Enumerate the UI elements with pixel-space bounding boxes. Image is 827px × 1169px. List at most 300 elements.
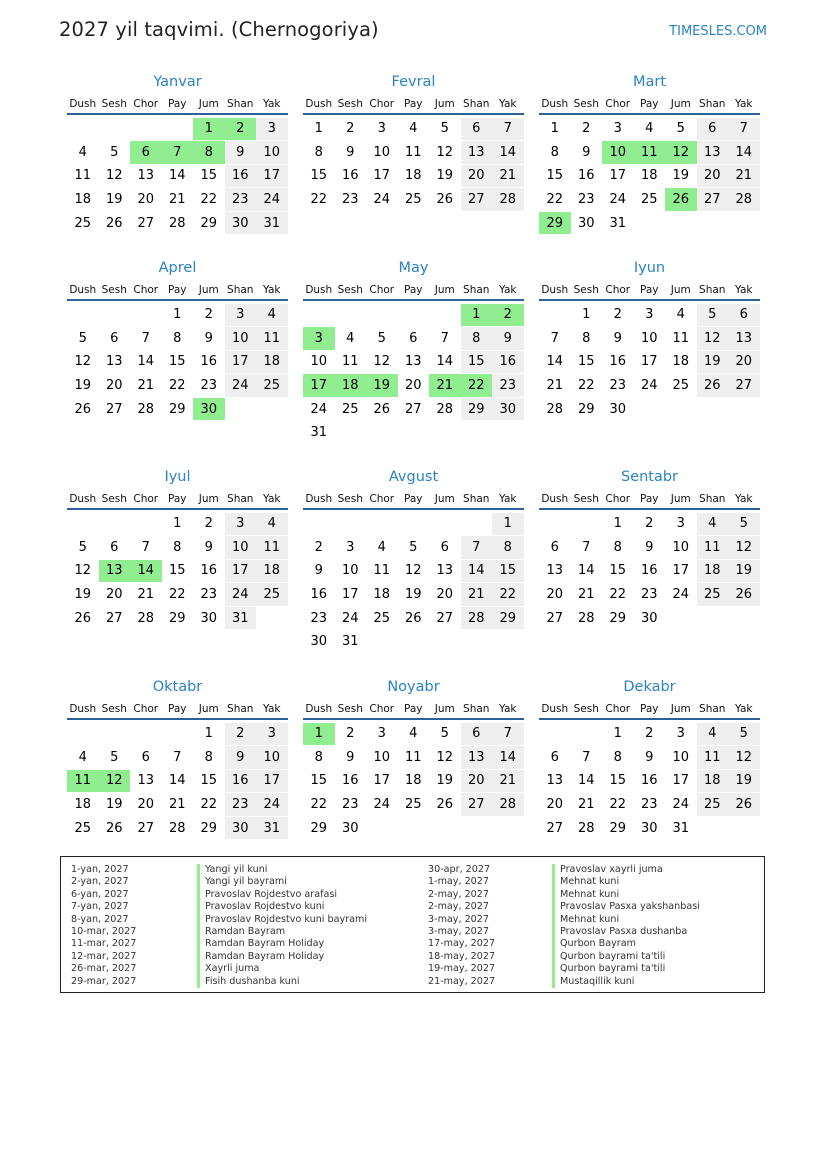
day-cell[interactable]: 21 (168, 192, 186, 208)
day-cell[interactable]: 15 (168, 354, 186, 370)
day-cell[interactable]: 11 (697, 536, 729, 559)
day-cell[interactable]: 29 (577, 401, 595, 417)
day-cell[interactable]: 16 (225, 770, 257, 793)
day-cell[interactable]: 11 (74, 168, 92, 184)
day-cell[interactable]: 12 (74, 563, 92, 579)
day-cell[interactable]: 1 (492, 513, 524, 536)
day-cell[interactable]: 24 (373, 797, 391, 813)
day-cell[interactable]: 17 (609, 168, 627, 184)
day-cell[interactable]: 31 (341, 634, 359, 650)
day-cell[interactable]: 27 (546, 610, 564, 626)
day-cell[interactable]: 12 (697, 327, 729, 350)
day-cell[interactable]: 4 (676, 307, 685, 323)
day-cell[interactable]: 4 (377, 539, 386, 555)
day-cell[interactable]: 10 (310, 354, 328, 370)
day-cell[interactable]: 18 (256, 351, 288, 374)
day-cell[interactable]: 5 (676, 121, 685, 137)
day-cell[interactable]: 24 (256, 188, 288, 211)
day-cell[interactable]: 11 (67, 770, 99, 793)
day-cell[interactable]: 25 (256, 374, 288, 397)
day-cell[interactable]: 14 (436, 354, 454, 370)
day-cell[interactable]: 8 (173, 539, 182, 555)
day-cell[interactable]: 29 (168, 401, 186, 417)
day-cell[interactable]: 7 (440, 330, 449, 346)
day-cell[interactable]: 15 (546, 168, 564, 184)
day-cell[interactable]: 10 (225, 327, 257, 350)
day-cell[interactable]: 3 (303, 327, 335, 350)
day-cell[interactable]: 28 (546, 401, 564, 417)
day-cell[interactable]: 13 (697, 141, 729, 164)
day-cell[interactable]: 17 (303, 374, 335, 397)
day-cell[interactable]: 27 (697, 188, 729, 211)
day-cell[interactable]: 11 (373, 563, 391, 579)
day-cell[interactable]: 17 (373, 168, 391, 184)
day-cell[interactable]: 12 (728, 536, 760, 559)
day-cell[interactable]: 10 (256, 746, 288, 769)
day-cell[interactable]: 30 (225, 817, 257, 840)
day-cell[interactable]: 29 (609, 610, 627, 626)
day-cell[interactable]: 3 (377, 726, 386, 742)
day-cell[interactable]: 15 (609, 773, 627, 789)
day-cell[interactable]: 5 (78, 330, 87, 346)
day-cell[interactable]: 1 (204, 726, 213, 742)
day-cell[interactable]: 17 (256, 770, 288, 793)
day-cell[interactable]: 16 (577, 168, 595, 184)
day-cell[interactable]: 23 (609, 378, 627, 394)
day-cell[interactable]: 10 (672, 749, 690, 765)
day-cell[interactable]: 4 (78, 144, 87, 160)
day-cell[interactable]: 7 (492, 118, 524, 141)
day-cell[interactable]: 14 (168, 773, 186, 789)
day-cell[interactable]: 20 (436, 587, 454, 603)
day-cell[interactable]: 18 (373, 587, 391, 603)
day-cell[interactable]: 4 (78, 749, 87, 765)
day-cell[interactable]: 16 (492, 351, 524, 374)
day-cell[interactable]: 16 (341, 168, 359, 184)
day-cell[interactable]: 19 (105, 192, 123, 208)
day-cell[interactable]: 29 (200, 215, 218, 231)
day-cell[interactable]: 22 (168, 587, 186, 603)
day-cell[interactable]: 21 (492, 770, 524, 793)
day-cell[interactable]: 29 (609, 820, 627, 836)
day-cell[interactable]: 25 (341, 401, 359, 417)
day-cell[interactable]: 10 (341, 563, 359, 579)
day-cell[interactable]: 27 (461, 188, 493, 211)
day-cell[interactable]: 18 (697, 560, 729, 583)
day-cell[interactable]: 4 (697, 513, 729, 536)
day-cell[interactable]: 24 (225, 374, 257, 397)
day-cell[interactable]: 21 (728, 165, 760, 188)
day-cell[interactable]: 1 (173, 307, 182, 323)
day-cell[interactable]: 19 (728, 560, 760, 583)
day-cell[interactable]: 23 (200, 378, 218, 394)
day-cell[interactable]: 2 (204, 516, 213, 532)
day-cell[interactable]: 6 (409, 330, 418, 346)
day-cell[interactable]: 9 (645, 539, 654, 555)
day-cell[interactable]: 15 (168, 563, 186, 579)
day-cell[interactable]: 12 (436, 144, 454, 160)
day-cell[interactable]: 1 (613, 726, 622, 742)
day-cell[interactable]: 4 (256, 513, 288, 536)
day-cell[interactable]: 13 (728, 327, 760, 350)
day-cell[interactable]: 29 (461, 398, 493, 421)
day-cell[interactable]: 20 (105, 587, 123, 603)
day-cell[interactable]: 30 (193, 398, 225, 421)
day-cell[interactable]: 19 (728, 770, 760, 793)
day-cell[interactable]: 24 (225, 583, 257, 606)
day-cell[interactable]: 3 (225, 513, 257, 536)
day-cell[interactable]: 17 (672, 563, 690, 579)
day-cell[interactable]: 20 (137, 797, 155, 813)
day-cell[interactable]: 22 (310, 797, 328, 813)
day-cell[interactable]: 23 (200, 587, 218, 603)
day-cell[interactable]: 17 (640, 354, 658, 370)
day-cell[interactable]: 28 (492, 188, 524, 211)
day-cell[interactable]: 6 (141, 749, 150, 765)
day-cell[interactable]: 31 (256, 212, 288, 235)
day-cell[interactable]: 27 (546, 820, 564, 836)
day-cell[interactable]: 22 (200, 797, 218, 813)
day-cell[interactable]: 6 (461, 723, 493, 746)
day-cell[interactable]: 7 (141, 330, 150, 346)
day-cell[interactable]: 26 (74, 610, 92, 626)
day-cell[interactable]: 9 (314, 563, 323, 579)
day-cell[interactable]: 10 (256, 141, 288, 164)
day-cell[interactable]: 10 (672, 539, 690, 555)
day-cell[interactable]: 8 (193, 141, 225, 164)
day-cell[interactable]: 28 (461, 607, 493, 630)
day-cell[interactable]: 26 (105, 215, 123, 231)
day-cell[interactable]: 8 (550, 144, 559, 160)
day-cell[interactable]: 1 (613, 516, 622, 532)
day-cell[interactable]: 9 (346, 144, 355, 160)
day-cell[interactable]: 7 (173, 749, 182, 765)
day-cell[interactable]: 21 (577, 587, 595, 603)
day-cell[interactable]: 26 (728, 793, 760, 816)
day-cell[interactable]: 14 (130, 560, 162, 583)
day-cell[interactable]: 7 (728, 118, 760, 141)
day-cell[interactable]: 13 (436, 563, 454, 579)
day-cell[interactable]: 21 (461, 583, 493, 606)
day-cell[interactable]: 8 (173, 330, 182, 346)
day-cell[interactable]: 28 (577, 610, 595, 626)
day-cell[interactable]: 5 (728, 723, 760, 746)
day-cell[interactable]: 16 (640, 563, 658, 579)
day-cell[interactable]: 26 (105, 820, 123, 836)
day-cell[interactable]: 14 (461, 560, 493, 583)
day-cell[interactable]: 4 (697, 723, 729, 746)
day-cell[interactable]: 15 (492, 560, 524, 583)
day-cell[interactable]: 27 (137, 820, 155, 836)
day-cell[interactable]: 27 (436, 610, 454, 626)
day-cell[interactable]: 27 (461, 793, 493, 816)
day-cell[interactable]: 24 (256, 793, 288, 816)
day-cell[interactable]: 22 (492, 583, 524, 606)
day-cell[interactable]: 7 (162, 141, 194, 164)
day-cell[interactable]: 23 (640, 797, 658, 813)
day-cell[interactable]: 5 (440, 121, 449, 137)
day-cell[interactable]: 2 (582, 121, 591, 137)
day-cell[interactable]: 19 (436, 168, 454, 184)
day-cell[interactable]: 30 (225, 212, 257, 235)
day-cell[interactable]: 16 (640, 773, 658, 789)
day-cell[interactable]: 25 (697, 793, 729, 816)
day-cell[interactable]: 19 (366, 374, 398, 397)
day-cell[interactable]: 22 (546, 192, 564, 208)
day-cell[interactable]: 8 (314, 144, 323, 160)
day-cell[interactable]: 14 (577, 563, 595, 579)
day-cell[interactable]: 3 (676, 516, 685, 532)
day-cell[interactable]: 18 (404, 168, 422, 184)
day-cell[interactable]: 27 (137, 215, 155, 231)
day-cell[interactable]: 18 (256, 560, 288, 583)
day-cell[interactable]: 17 (225, 560, 257, 583)
day-cell[interactable]: 31 (609, 215, 627, 231)
day-cell[interactable]: 15 (200, 773, 218, 789)
day-cell[interactable]: 25 (672, 378, 690, 394)
day-cell[interactable]: 7 (461, 536, 493, 559)
day-cell[interactable]: 11 (404, 749, 422, 765)
day-cell[interactable]: 10 (373, 749, 391, 765)
day-cell[interactable]: 26 (404, 610, 422, 626)
day-cell[interactable]: 15 (310, 773, 328, 789)
day-cell[interactable]: 16 (609, 354, 627, 370)
day-cell[interactable]: 7 (141, 539, 150, 555)
day-cell[interactable]: 17 (225, 351, 257, 374)
day-cell[interactable]: 20 (461, 770, 493, 793)
day-cell[interactable]: 13 (137, 168, 155, 184)
day-cell[interactable]: 19 (74, 587, 92, 603)
day-cell[interactable]: 24 (640, 378, 658, 394)
day-cell[interactable]: 7 (582, 749, 591, 765)
day-cell[interactable]: 22 (577, 378, 595, 394)
day-cell[interactable]: 10 (225, 536, 257, 559)
day-cell[interactable]: 18 (672, 354, 690, 370)
day-cell[interactable]: 30 (577, 215, 595, 231)
day-cell[interactable]: 17 (341, 587, 359, 603)
day-cell[interactable]: 19 (74, 378, 92, 394)
day-cell[interactable]: 9 (346, 749, 355, 765)
day-cell[interactable]: 29 (492, 607, 524, 630)
day-cell[interactable]: 28 (728, 188, 760, 211)
day-cell[interactable]: 12 (373, 354, 391, 370)
day-cell[interactable]: 23 (310, 610, 328, 626)
day-cell[interactable]: 2 (225, 723, 257, 746)
day-cell[interactable]: 7 (582, 539, 591, 555)
day-cell[interactable]: 2 (346, 726, 355, 742)
day-cell[interactable]: 7 (492, 723, 524, 746)
day-cell[interactable]: 14 (492, 141, 524, 164)
day-cell[interactable]: 30 (310, 634, 328, 650)
day-cell[interactable]: 23 (577, 192, 595, 208)
day-cell[interactable]: 5 (110, 749, 119, 765)
day-cell[interactable]: 9 (204, 330, 213, 346)
day-cell[interactable]: 9 (204, 539, 213, 555)
day-cell[interactable]: 31 (256, 817, 288, 840)
day-cell[interactable]: 4 (346, 330, 355, 346)
day-cell[interactable]: 11 (341, 354, 359, 370)
day-cell[interactable]: 14 (577, 773, 595, 789)
day-cell[interactable]: 27 (404, 401, 422, 417)
day-cell[interactable]: 19 (697, 351, 729, 374)
day-cell[interactable]: 13 (546, 563, 564, 579)
day-cell[interactable]: 24 (609, 192, 627, 208)
day-cell[interactable]: 13 (105, 354, 123, 370)
day-cell[interactable]: 19 (436, 773, 454, 789)
day-cell[interactable]: 20 (137, 192, 155, 208)
day-cell[interactable]: 11 (256, 536, 288, 559)
day-cell[interactable]: 15 (461, 351, 493, 374)
day-cell[interactable]: 16 (310, 587, 328, 603)
day-cell[interactable]: 29 (168, 610, 186, 626)
day-cell[interactable]: 3 (346, 539, 355, 555)
day-cell[interactable]: 16 (225, 165, 257, 188)
day-cell[interactable]: 29 (200, 820, 218, 836)
day-cell[interactable]: 24 (672, 797, 690, 813)
day-cell[interactable]: 25 (697, 583, 729, 606)
day-cell[interactable]: 9 (645, 749, 654, 765)
day-cell[interactable]: 26 (665, 188, 697, 211)
day-cell[interactable]: 10 (602, 141, 634, 164)
day-cell[interactable]: 9 (613, 330, 622, 346)
day-cell[interactable]: 1 (303, 723, 335, 746)
day-cell[interactable]: 19 (105, 797, 123, 813)
day-cell[interactable]: 2 (204, 307, 213, 323)
day-cell[interactable]: 24 (341, 610, 359, 626)
day-cell[interactable]: 1 (314, 121, 323, 137)
day-cell[interactable]: 6 (110, 330, 119, 346)
day-cell[interactable]: 14 (168, 168, 186, 184)
day-cell[interactable]: 20 (404, 378, 422, 394)
day-cell[interactable]: 21 (546, 378, 564, 394)
day-cell[interactable]: 6 (130, 141, 162, 164)
day-cell[interactable]: 25 (404, 192, 422, 208)
day-cell[interactable]: 31 (225, 607, 257, 630)
day-cell[interactable]: 7 (550, 330, 559, 346)
day-cell[interactable]: 1 (461, 304, 493, 327)
day-cell[interactable]: 17 (373, 773, 391, 789)
day-cell[interactable]: 24 (310, 401, 328, 417)
day-cell[interactable]: 21 (429, 374, 461, 397)
day-cell[interactable]: 18 (404, 773, 422, 789)
day-cell[interactable]: 12 (105, 168, 123, 184)
day-cell[interactable]: 30 (492, 398, 524, 421)
day-cell[interactable]: 2 (645, 516, 654, 532)
day-cell[interactable]: 27 (105, 610, 123, 626)
day-cell[interactable]: 13 (546, 773, 564, 789)
day-cell[interactable]: 6 (550, 749, 559, 765)
day-cell[interactable]: 23 (341, 797, 359, 813)
day-cell[interactable]: 3 (377, 121, 386, 137)
day-cell[interactable]: 3 (256, 118, 288, 141)
day-cell[interactable]: 22 (310, 192, 328, 208)
day-cell[interactable]: 2 (314, 539, 323, 555)
day-cell[interactable]: 14 (728, 141, 760, 164)
day-cell[interactable]: 9 (225, 141, 257, 164)
day-cell[interactable]: 1 (582, 307, 591, 323)
day-cell[interactable]: 18 (74, 192, 92, 208)
day-cell[interactable]: 24 (373, 192, 391, 208)
day-cell[interactable]: 11 (634, 141, 666, 164)
day-cell[interactable]: 5 (697, 304, 729, 327)
day-cell[interactable]: 30 (341, 820, 359, 836)
day-cell[interactable]: 8 (204, 749, 213, 765)
day-cell[interactable]: 27 (728, 374, 760, 397)
day-cell[interactable]: 12 (436, 749, 454, 765)
day-cell[interactable]: 21 (577, 797, 595, 813)
day-cell[interactable]: 3 (676, 726, 685, 742)
day-cell[interactable]: 5 (440, 726, 449, 742)
day-cell[interactable]: 5 (78, 539, 87, 555)
day-cell[interactable]: 12 (404, 563, 422, 579)
day-cell[interactable]: 28 (168, 820, 186, 836)
day-cell[interactable]: 16 (200, 563, 218, 579)
day-cell[interactable]: 2 (613, 307, 622, 323)
day-cell[interactable]: 26 (74, 401, 92, 417)
day-cell[interactable]: 8 (492, 536, 524, 559)
day-cell[interactable]: 22 (609, 587, 627, 603)
day-cell[interactable]: 16 (341, 773, 359, 789)
day-cell[interactable]: 6 (110, 539, 119, 555)
day-cell[interactable]: 2 (225, 118, 257, 141)
day-cell[interactable]: 8 (613, 749, 622, 765)
day-cell[interactable]: 13 (404, 354, 422, 370)
day-cell[interactable]: 8 (461, 327, 493, 350)
day-cell[interactable]: 20 (728, 351, 760, 374)
day-cell[interactable]: 11 (404, 144, 422, 160)
day-cell[interactable]: 28 (492, 793, 524, 816)
day-cell[interactable]: 26 (728, 583, 760, 606)
day-cell[interactable]: 27 (105, 401, 123, 417)
day-cell[interactable]: 9 (582, 144, 591, 160)
day-cell[interactable]: 9 (225, 746, 257, 769)
day-cell[interactable]: 5 (377, 330, 386, 346)
day-cell[interactable]: 1 (193, 118, 225, 141)
day-cell[interactable]: 6 (728, 304, 760, 327)
day-cell[interactable]: 10 (373, 144, 391, 160)
day-cell[interactable]: 6 (440, 539, 449, 555)
day-cell[interactable]: 18 (335, 374, 367, 397)
day-cell[interactable]: 15 (609, 563, 627, 579)
day-cell[interactable]: 29 (310, 820, 328, 836)
day-cell[interactable]: 12 (99, 770, 131, 793)
day-cell[interactable]: 8 (314, 749, 323, 765)
day-cell[interactable]: 4 (409, 726, 418, 742)
day-cell[interactable]: 19 (404, 587, 422, 603)
day-cell[interactable]: 31 (310, 425, 328, 441)
day-cell[interactable]: 22 (461, 374, 493, 397)
day-cell[interactable]: 4 (409, 121, 418, 137)
day-cell[interactable]: 24 (672, 587, 690, 603)
day-cell[interactable]: 26 (697, 374, 729, 397)
day-cell[interactable]: 10 (640, 330, 658, 346)
day-cell[interactable]: 13 (461, 746, 493, 769)
day-cell[interactable]: 14 (546, 354, 564, 370)
day-cell[interactable]: 26 (436, 192, 454, 208)
day-cell[interactable]: 28 (137, 401, 155, 417)
day-cell[interactable]: 28 (436, 401, 454, 417)
day-cell[interactable]: 28 (137, 610, 155, 626)
day-cell[interactable]: 6 (697, 118, 729, 141)
day-cell[interactable]: 2 (645, 726, 654, 742)
day-cell[interactable]: 11 (256, 327, 288, 350)
day-cell[interactable]: 26 (436, 797, 454, 813)
day-cell[interactable]: 15 (200, 168, 218, 184)
day-cell[interactable]: 14 (137, 354, 155, 370)
day-cell[interactable]: 20 (461, 165, 493, 188)
day-cell[interactable]: 25 (640, 192, 658, 208)
day-cell[interactable]: 20 (697, 165, 729, 188)
